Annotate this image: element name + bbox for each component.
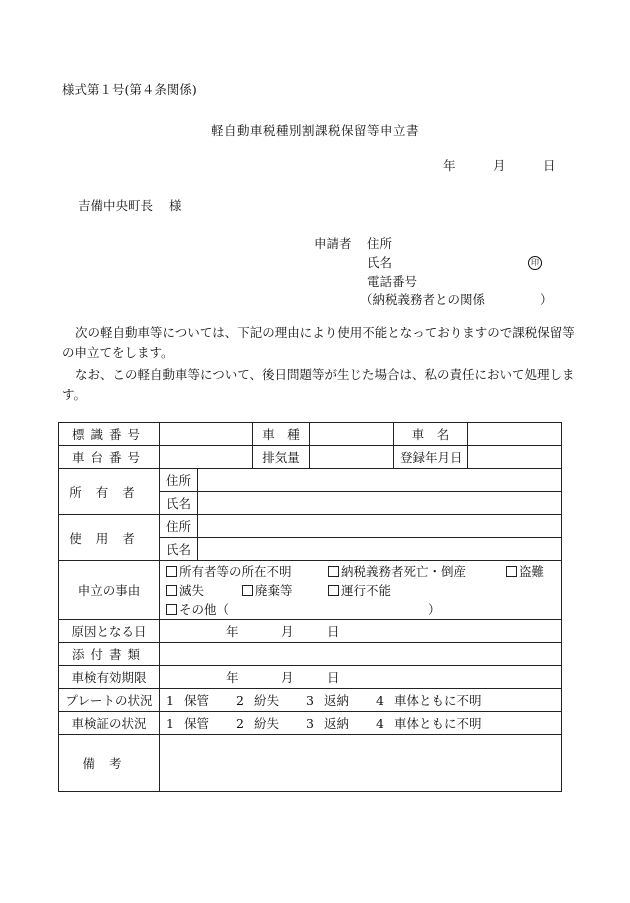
user-name-field[interactable] — [198, 538, 562, 561]
checkbox-icon[interactable] — [328, 566, 339, 577]
checkbox-icon[interactable] — [166, 566, 177, 577]
option-number: 4 — [376, 693, 384, 708]
relation-open: （納税義務者との関係 — [360, 292, 486, 307]
user-name-label: 氏名 — [160, 538, 198, 561]
option-number: 1 — [166, 716, 174, 731]
reason-option-inoperable[interactable] — [328, 581, 391, 600]
year-label: 年 — [226, 624, 239, 639]
reason-text: 所有者等の所在不明 — [179, 563, 292, 579]
user-label: 使用者 — [59, 515, 160, 561]
reason-option-unknown[interactable] — [166, 562, 328, 581]
form-id: 様式第１号(第４条関係) — [62, 82, 197, 97]
plate-status-options[interactable] — [160, 689, 562, 712]
option-label: 返納 — [324, 716, 350, 731]
cause-date-label: 原因となる日 — [59, 620, 160, 643]
applicant-phone-label: 電話番号 — [367, 274, 418, 289]
option-number: 3 — [306, 716, 314, 731]
cert-status-options[interactable] — [160, 712, 562, 735]
option-label: 紛失 — [254, 716, 280, 731]
relation-close: ） — [540, 292, 553, 307]
option-label: 車体ともに不明 — [394, 693, 482, 708]
vehicle-type-label: 車 種 — [253, 423, 310, 446]
displacement-label: 排気量 — [253, 446, 310, 469]
application-table — [58, 422, 562, 792]
checkbox-icon[interactable] — [242, 585, 253, 596]
reason-text: 廃棄等 — [255, 582, 293, 598]
document-title: 軽自動車税種別割課税保留等申立書 — [210, 123, 419, 138]
reason-text: その他（ — [179, 601, 230, 617]
addressee-honorific: 様 — [169, 198, 182, 213]
owner-name-field[interactable] — [198, 492, 562, 515]
vehicle-type-field[interactable] — [310, 423, 394, 446]
option-number: 3 — [306, 693, 314, 708]
reason-option-death[interactable] — [328, 562, 506, 581]
remarks-label: 備考 — [59, 735, 160, 792]
paragraph-1: 次の軽自動車等については、下記の理由により使用不能となっておりますので課税保留等の申立てをします。 — [62, 325, 575, 360]
applicant-relation — [360, 290, 553, 308]
option-number: 2 — [236, 716, 244, 731]
applicant-address-label: 住所 — [367, 236, 393, 251]
year-label: 年 — [226, 670, 239, 685]
option-number: 1 — [166, 693, 174, 708]
reason-option-scrapped[interactable] — [242, 581, 328, 600]
reason-label: 申立の事由 — [59, 561, 160, 620]
date-month: 月 — [493, 158, 506, 173]
owner-address-field[interactable] — [198, 469, 562, 492]
cert-status-label: 車検証の状況 — [59, 712, 160, 735]
day-label: 日 — [327, 670, 340, 685]
registration-date-field[interactable] — [468, 446, 562, 469]
cause-date-field[interactable] — [160, 620, 562, 643]
user-address-label: 住所 — [160, 515, 198, 538]
paragraph-2: なお、この軽自動車等について、後日問題等が生じた場合は、私の責任において処理します。 — [62, 367, 575, 402]
owner-label: 所有者 — [59, 469, 160, 515]
option-label: 車体ともに不明 — [394, 716, 482, 731]
reason-text: 運行不能 — [341, 582, 392, 598]
plate-status-label: プレートの状況 — [59, 689, 160, 712]
remarks-field[interactable] — [160, 735, 562, 792]
addressee — [78, 196, 182, 214]
plate-number-label: 標識番号 — [59, 423, 160, 446]
date-day: 日 — [543, 158, 556, 173]
inspection-expiry-label: 車検有効期限 — [59, 666, 160, 689]
registration-date-label: 登録年月日 — [394, 446, 468, 469]
inspection-expiry-field[interactable] — [160, 666, 562, 689]
month-label: 月 — [281, 624, 294, 639]
checkbox-icon[interactable] — [506, 566, 517, 577]
reason-other-close: ） — [428, 601, 441, 617]
addressee-name: 吉備中央町長 — [78, 198, 154, 213]
vehicle-name-field[interactable] — [468, 423, 562, 446]
reason-option-theft[interactable] — [506, 562, 544, 581]
owner-address-label: 住所 — [160, 469, 198, 492]
reason-options — [160, 561, 562, 620]
option-label: 保管 — [184, 693, 210, 708]
attachments-field[interactable] — [160, 643, 562, 666]
reason-text: 盗難 — [519, 563, 545, 579]
day-label: 日 — [327, 624, 340, 639]
checkbox-icon[interactable] — [166, 604, 177, 615]
month-label: 月 — [281, 670, 294, 685]
displacement-field[interactable] — [310, 446, 394, 469]
reason-text: 滅失 — [179, 582, 205, 598]
checkbox-icon[interactable] — [328, 585, 339, 596]
seal-icon: 印 — [528, 256, 542, 270]
reason-option-lost[interactable] — [166, 581, 242, 600]
plate-number-field[interactable] — [160, 423, 253, 446]
option-number: 2 — [236, 693, 244, 708]
chassis-number-field[interactable] — [160, 446, 253, 469]
attachments-label: 添付書類 — [59, 643, 160, 666]
option-label: 紛失 — [254, 693, 280, 708]
applicant-label: 申請者 — [314, 236, 352, 251]
owner-name-label: 氏名 — [160, 492, 198, 515]
vehicle-name-label: 車 名 — [394, 423, 468, 446]
checkbox-icon[interactable] — [166, 585, 177, 596]
option-label: 保管 — [184, 716, 210, 731]
option-label: 返納 — [324, 693, 350, 708]
date-year: 年 — [443, 158, 456, 173]
user-address-field[interactable] — [198, 515, 562, 538]
applicant-name-label: 氏名 — [367, 255, 393, 270]
reason-option-other[interactable] — [166, 600, 428, 619]
reason-text: 納税義務者死亡・倒産 — [341, 563, 467, 579]
chassis-number-label: 車台番号 — [59, 446, 160, 469]
option-number: 4 — [376, 716, 384, 731]
applicant-block — [0, 234, 630, 314]
